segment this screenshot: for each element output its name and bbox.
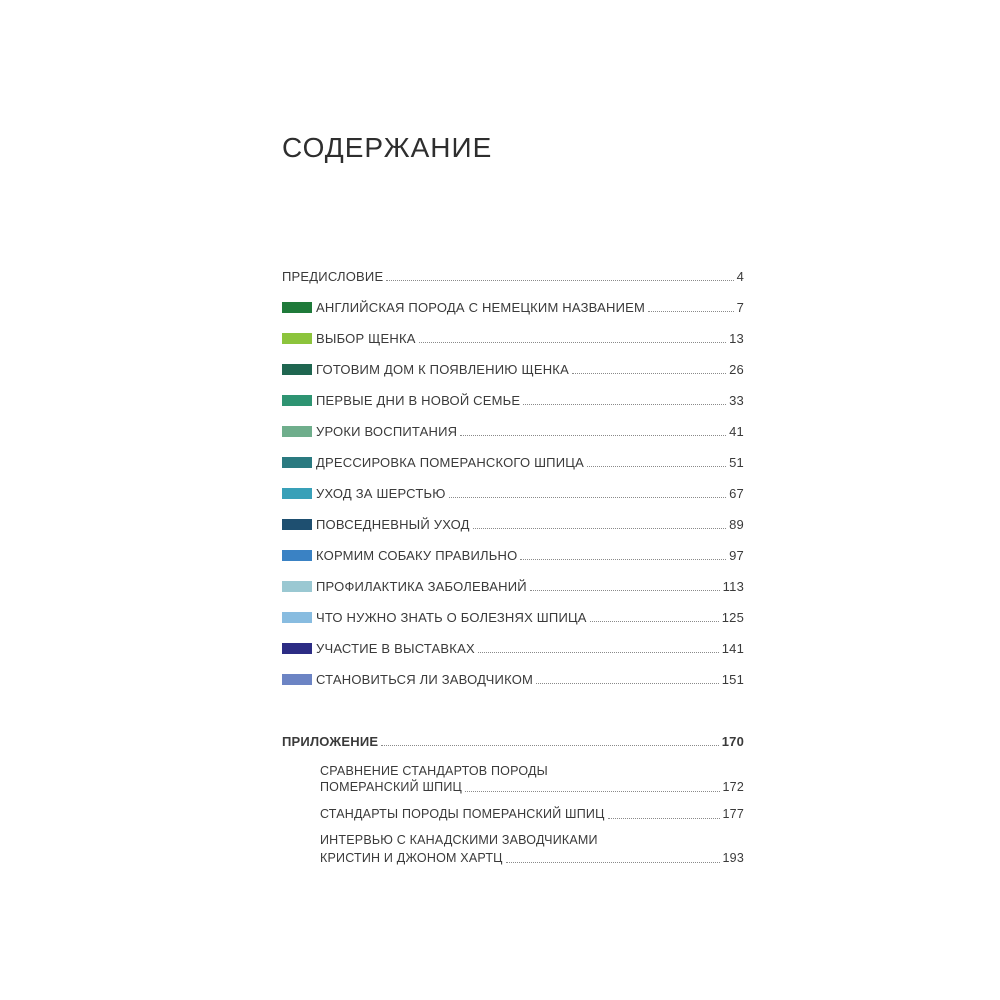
toc-appendix-item[interactable]: [320, 777, 744, 797]
page-title: СОДЕРЖАНИЕ: [282, 132, 493, 163]
chapter-color-swatch: [282, 643, 312, 654]
dot-leader: [530, 587, 720, 591]
toc-entry-label: ГОТОВИМ ДОМ К ПОЯВЛЕНИЮ ЩЕНКА: [316, 361, 569, 377]
toc-entry-label: ПОВСЕДНЕВНЫЙ УХОД: [316, 516, 470, 532]
toc-page-number: 33: [729, 392, 744, 408]
chapter-color-swatch: [282, 302, 312, 313]
toc-entry-label: СТАНОВИТЬСЯ ЛИ ЗАВОДЧИКОМ: [316, 671, 534, 687]
toc-entry-preface[interactable]: [282, 266, 744, 286]
toc-page-number: 97: [729, 547, 744, 563]
toc-entry-label: ПРОФИЛАКТИКА ЗАБОЛЕВАНИЙ: [316, 578, 527, 594]
dot-leader: [648, 308, 734, 312]
toc-page-number: 7: [736, 299, 744, 315]
toc-chapter-row[interactable]: [282, 390, 744, 410]
toc-entry-label: УХОД ЗА ШЕРСТЬЮ: [316, 485, 446, 501]
chapter-color-swatch: [282, 612, 312, 623]
toc-entry-label: АНГЛИЙСКАЯ ПОРОДА С НЕМЕЦКИМ НАЗВАНИЕМ: [316, 299, 646, 315]
dot-leader: [608, 815, 720, 819]
toc-page-number: 4: [736, 268, 744, 284]
toc-page-number: 151: [721, 671, 744, 687]
toc-entry-label: ВЫБОР ЩЕНКА: [316, 330, 416, 346]
chapter-color-swatch: [282, 674, 312, 685]
chapter-color-swatch: [282, 457, 312, 468]
dot-leader: [478, 649, 719, 653]
dot-leader: [506, 859, 720, 863]
toc-page-number: 141: [721, 640, 744, 656]
toc-page-number: 193: [722, 851, 744, 865]
chapter-color-swatch: [282, 395, 312, 406]
dot-leader: [520, 556, 726, 560]
dot-leader: [460, 432, 726, 436]
dot-leader: [523, 401, 726, 405]
toc-chapter-row[interactable]: [282, 421, 744, 441]
toc-chapter-row[interactable]: [282, 514, 744, 534]
toc-entry-label: СТАНДАРТЫ ПОРОДЫ ПОМЕРАНСКИЙ ШПИЦ: [320, 807, 605, 821]
toc-chapter-row[interactable]: [282, 607, 744, 627]
toc-chapter-row[interactable]: [282, 328, 744, 348]
dot-leader: [587, 463, 726, 467]
chapter-color-swatch: [282, 333, 312, 344]
toc-chapter-row[interactable]: [282, 483, 744, 503]
toc-page-number: 113: [722, 578, 744, 594]
chapter-color-swatch: [282, 550, 312, 561]
toc-page-number: 13: [729, 330, 744, 346]
toc-entry-label: ПРИЛОЖЕНИЕ: [282, 733, 379, 749]
toc-entry-label: ЧТО НУЖНО ЗНАТЬ О БОЛЕЗНЯХ ШПИЦА: [316, 609, 587, 625]
toc-page-number: 41: [729, 423, 744, 439]
toc-chapter-row[interactable]: [282, 297, 744, 317]
chapter-color-swatch: [282, 426, 312, 437]
toc-entry-label: ПЕРВЫЕ ДНИ В НОВОЙ СЕМЬЕ: [316, 392, 521, 408]
toc-chapter-row[interactable]: [282, 545, 744, 565]
toc-chapter-row[interactable]: [282, 638, 744, 658]
dot-leader: [381, 742, 718, 746]
dot-leader: [449, 494, 727, 498]
toc-chapter-row[interactable]: [282, 669, 744, 689]
chapter-color-swatch: [282, 519, 312, 530]
toc-page-number: 51: [729, 454, 744, 470]
chapter-color-swatch: [282, 581, 312, 592]
toc-page-number: 170: [721, 733, 744, 749]
toc-page-number: 177: [722, 807, 744, 821]
toc-page-number: 172: [722, 780, 744, 794]
toc-page-number: 26: [729, 361, 744, 377]
appendix-item-first-line: СРАВНЕНИЕ СТАНДАРТОВ ПОРОДЫ: [320, 764, 548, 778]
toc-entry-label: ПОМЕРАНСКИЙ ШПИЦ: [320, 780, 462, 794]
chapter-color-swatch: [282, 364, 312, 375]
toc-entry-label: УРОКИ ВОСПИТАНИЯ: [316, 423, 458, 439]
toc-entry-label: КОРМИМ СОБАКУ ПРАВИЛЬНО: [316, 547, 518, 563]
dot-leader: [473, 525, 726, 529]
toc-entry-appendix[interactable]: [282, 731, 744, 751]
toc-entry-label: КРИСТИН И ДЖОНОМ ХАРТЦ: [320, 851, 503, 865]
chapter-color-swatch: [282, 488, 312, 499]
appendix-item-first-line: ИНТЕРВЬЮ С КАНАДСКИМИ ЗАВОДЧИКАМИ: [320, 833, 598, 847]
dot-leader: [590, 618, 719, 622]
toc-page-number: 125: [721, 609, 744, 625]
toc-entry-label: ДРЕССИРОВКА ПОМЕРАНСКОГО ШПИЦА: [316, 454, 584, 470]
toc-chapter-row[interactable]: [282, 359, 744, 379]
toc-entry-label: ПРЕДИСЛОВИЕ: [282, 268, 384, 284]
dot-leader: [572, 370, 726, 374]
dot-leader: [465, 788, 720, 792]
dot-leader: [419, 339, 726, 343]
toc-chapter-row[interactable]: [282, 576, 744, 596]
toc-page-number: 89: [729, 516, 744, 532]
dot-leader: [386, 277, 733, 281]
toc-page-number: 67: [729, 485, 744, 501]
toc-chapter-row[interactable]: [282, 452, 744, 472]
toc-appendix-item[interactable]: [320, 804, 744, 824]
toc-entry-label: УЧАСТИЕ В ВЫСТАВКАХ: [316, 640, 475, 656]
dot-leader: [536, 680, 719, 684]
toc-appendix-item[interactable]: [320, 848, 744, 868]
